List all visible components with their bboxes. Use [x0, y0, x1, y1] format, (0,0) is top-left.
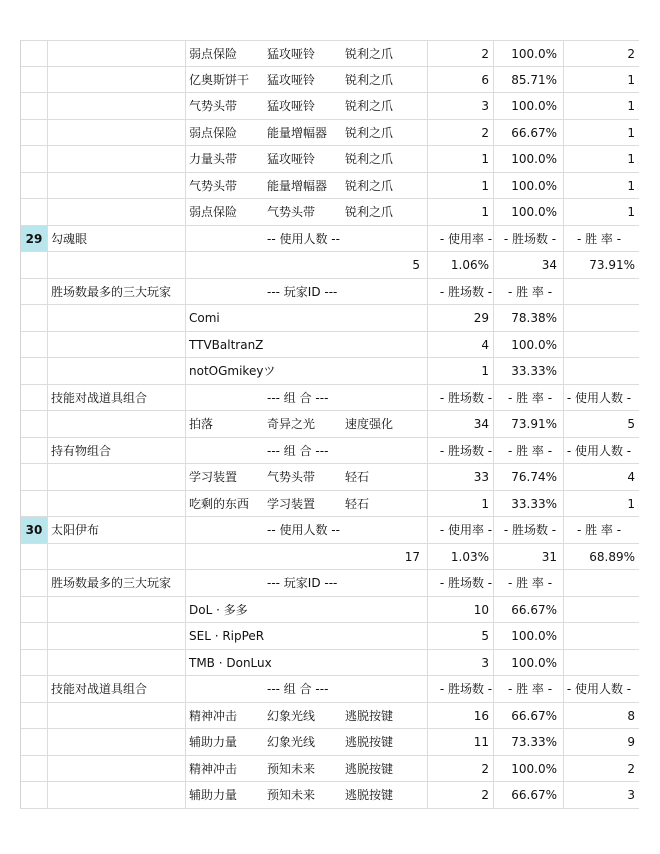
users-value: 3	[627, 788, 635, 802]
cell-divider	[47, 650, 48, 676]
cell-divider	[185, 41, 186, 66]
cell-divider	[493, 93, 494, 119]
wins-value: 1	[481, 496, 489, 511]
sheet-row-combo	[21, 93, 639, 120]
cell-divider	[563, 650, 564, 676]
combo-item-3: 逃脱按键	[345, 708, 394, 723]
usage-rate-value: 1.06%	[450, 258, 489, 272]
header-wins: - 胜场数 -	[439, 576, 493, 590]
player-id: DoL · 多多	[189, 602, 248, 617]
sheet-row-section3	[21, 570, 639, 597]
combo-item-3: 锐利之爪	[345, 47, 394, 61]
wins-value: 2	[481, 47, 489, 61]
combo-item-1: 弱点保险	[189, 47, 238, 61]
combo-item-1: 力量头带	[189, 152, 238, 166]
cell-divider	[185, 93, 186, 119]
sheet-row-combo	[21, 67, 639, 94]
sheet-row-stats	[21, 252, 639, 279]
header-wins: - 胜场数 -	[439, 443, 493, 458]
cell-divider	[47, 385, 48, 411]
section-label: 技能对战道具组合	[51, 682, 148, 696]
header-win-rate: - 胜 率 -	[507, 576, 553, 590]
sheet-row-combo	[21, 491, 639, 518]
cell-divider	[563, 703, 564, 729]
cell-divider	[47, 438, 48, 464]
users-value: 1	[627, 72, 635, 87]
combo-item-2: 预知未来	[267, 788, 316, 802]
win-rate-total: 68.89%	[589, 549, 635, 564]
sheet-row-section4	[21, 676, 639, 703]
cell-divider	[427, 305, 428, 331]
cell-divider	[185, 438, 186, 464]
combo-item-1: 气势头带	[189, 99, 238, 113]
cell-divider	[47, 729, 48, 755]
header-users: -- 使用人数 --	[267, 231, 340, 246]
cell-divider	[47, 199, 48, 225]
player-win-rate: 33.33%	[511, 364, 557, 378]
cell-divider	[427, 782, 428, 808]
combo-item-2: 猛攻哑铃	[267, 72, 316, 87]
cell-divider	[427, 597, 428, 623]
cell-divider	[493, 782, 494, 808]
combo-item-2: 能量增幅器	[267, 125, 328, 140]
sheet-row-combo	[21, 146, 639, 173]
wins-value: 1	[481, 152, 489, 166]
combo-item-2: 气势头带	[267, 205, 316, 219]
cell-divider	[47, 756, 48, 782]
combo-item-2: 气势头带	[267, 470, 316, 484]
sheet-row-section4	[21, 438, 639, 465]
sheet-row-pokemon	[21, 226, 639, 253]
cell-divider	[493, 252, 494, 278]
cell-divider	[185, 464, 186, 490]
users-value: 1	[627, 178, 635, 193]
cell-divider	[493, 120, 494, 146]
cell-divider	[427, 93, 428, 119]
cell-divider	[47, 252, 48, 278]
header-users: - 使用人数 -	[566, 682, 632, 696]
cell-divider	[185, 67, 186, 93]
cell-divider	[493, 67, 494, 93]
sheet-row-combo	[21, 782, 639, 809]
cell-divider	[47, 544, 48, 570]
sheet-row-combo	[21, 411, 639, 438]
player-id: Comi	[189, 311, 220, 325]
cell-divider	[185, 597, 186, 623]
cell-divider	[47, 67, 48, 93]
cell-divider	[427, 120, 428, 146]
cell-divider	[427, 252, 428, 278]
cell-divider	[563, 411, 564, 437]
stats-spreadsheet	[20, 40, 639, 809]
combo-item-3: 速度强化	[345, 417, 394, 431]
combo-item-3: 轻石	[345, 496, 370, 511]
header-usage-rate: - 使用率 -	[439, 523, 493, 537]
cell-divider	[563, 199, 564, 225]
cell-divider	[493, 491, 494, 517]
win-rate-value: 100.0%	[511, 205, 557, 219]
cell-divider	[427, 332, 428, 358]
player-win-rate: 66.67%	[511, 602, 557, 617]
cell-divider	[563, 464, 564, 490]
usage-rate-value: 1.03%	[450, 549, 489, 564]
header-wins: - 胜场数 -	[439, 682, 493, 696]
player-id: TTVBaltranZ	[189, 337, 264, 352]
combo-item-3: 锐利之爪	[345, 152, 394, 166]
combo-item-3: 锐利之爪	[345, 205, 394, 219]
cell-divider	[563, 146, 564, 172]
wins-value: 16	[473, 708, 489, 723]
header-win-rate: - 胜 率 -	[507, 443, 553, 458]
combo-item-2: 幻象光线	[267, 708, 316, 723]
cell-divider	[427, 67, 428, 93]
cell-divider	[185, 146, 186, 172]
combo-item-1: 辅助力量	[189, 788, 238, 802]
cell-divider	[427, 173, 428, 199]
combo-item-3: 锐利之爪	[345, 178, 394, 193]
cell-divider	[185, 332, 186, 358]
wins-value: 11	[473, 735, 489, 749]
cell-divider	[47, 517, 48, 543]
cell-divider	[493, 358, 494, 384]
cell-divider	[185, 782, 186, 808]
sheet-row-combo	[21, 40, 639, 67]
section-label: 胜场数最多的三大玩家	[51, 576, 172, 590]
cell-divider	[493, 756, 494, 782]
header-win-rate: - 胜 率 -	[576, 231, 622, 246]
combo-item-1: 精神冲击	[189, 761, 238, 776]
win-rate-value: 100.0%	[511, 99, 557, 113]
combo-item-3: 锐利之爪	[345, 125, 394, 140]
wins-value: 33	[473, 470, 489, 484]
cell-divider	[493, 544, 494, 570]
cell-divider	[185, 544, 186, 570]
header-win-rate: - 胜 率 -	[576, 523, 622, 537]
cell-divider	[185, 226, 186, 252]
cell-divider	[47, 226, 48, 252]
cell-divider	[493, 597, 494, 623]
wins-value: 34	[473, 417, 489, 431]
cell-divider	[427, 623, 428, 649]
win-rate-value: 66.67%	[511, 788, 557, 802]
sheet-row-player	[21, 650, 639, 677]
combo-item-2: 奇异之光	[267, 417, 316, 431]
win-rate-value: 73.33%	[511, 735, 557, 749]
users-value: 8	[627, 708, 635, 723]
cell-divider	[563, 756, 564, 782]
cell-divider	[427, 358, 428, 384]
cell-divider	[47, 623, 48, 649]
cell-divider	[185, 756, 186, 782]
sheet-row-combo	[21, 464, 639, 491]
cell-divider	[185, 199, 186, 225]
win-rate-value: 100.0%	[511, 178, 557, 193]
player-id: SEL · RipPeR	[189, 629, 265, 643]
cell-divider	[47, 305, 48, 331]
wins-value: 2	[481, 761, 489, 776]
users-value: 5	[627, 417, 635, 431]
combo-item-2: 幻象光线	[267, 735, 316, 749]
users-value: 1	[627, 152, 635, 166]
cell-divider	[427, 650, 428, 676]
player-win-rate: 100.0%	[511, 337, 557, 352]
cell-divider	[493, 199, 494, 225]
wins-value: 1	[481, 205, 489, 219]
player-wins: 5	[481, 629, 489, 643]
cell-divider	[427, 146, 428, 172]
cell-divider	[47, 782, 48, 808]
cell-divider	[563, 597, 564, 623]
player-id: TMB · DonLux	[189, 655, 272, 670]
win-rate-value: 33.33%	[511, 496, 557, 511]
cell-divider	[47, 41, 48, 66]
combo-item-2: 学习装置	[267, 496, 316, 511]
cell-divider	[47, 358, 48, 384]
cell-divider	[493, 703, 494, 729]
combo-item-1: 拍落	[189, 417, 214, 431]
cell-divider	[563, 729, 564, 755]
cell-divider	[47, 332, 48, 358]
cell-divider	[185, 676, 186, 702]
pokemon-rank: 29	[21, 226, 47, 252]
cell-divider	[47, 570, 48, 596]
cell-divider	[47, 597, 48, 623]
header-win-rate: - 胜 率 -	[507, 284, 553, 299]
section-label: 胜场数最多的三大玩家	[51, 284, 172, 299]
combo-item-1: 辅助力量	[189, 735, 238, 749]
cell-divider	[427, 544, 428, 570]
win-rate-value: 100.0%	[511, 47, 557, 61]
cell-divider	[185, 385, 186, 411]
combo-item-2: 猛攻哑铃	[267, 152, 316, 166]
header-wins: - 胜场数 -	[439, 284, 493, 299]
combo-item-3: 锐利之爪	[345, 99, 394, 113]
cell-divider	[563, 173, 564, 199]
users-value: 1	[627, 99, 635, 113]
player-wins: 10	[473, 602, 489, 617]
combo-item-1: 精神冲击	[189, 708, 238, 723]
cell-divider	[185, 279, 186, 305]
users-count: 5	[412, 258, 420, 272]
player-win-rate: 78.38%	[511, 311, 557, 325]
cell-divider	[47, 411, 48, 437]
combo-item-2: 预知未来	[267, 761, 316, 776]
cell-divider	[493, 173, 494, 199]
cell-divider	[563, 120, 564, 146]
combo-item-2: 猛攻哑铃	[267, 47, 316, 61]
sheet-row-combo	[21, 756, 639, 783]
users-count: 17	[404, 549, 420, 564]
win-rate-value: 66.67%	[511, 708, 557, 723]
cell-divider	[563, 67, 564, 93]
cell-divider	[563, 491, 564, 517]
cell-divider	[185, 411, 186, 437]
cell-divider	[493, 411, 494, 437]
cell-divider	[47, 93, 48, 119]
combo-item-1: 吃剩的东西	[189, 496, 250, 511]
win-rate-value: 76.74%	[511, 470, 557, 484]
header-users: - 使用人数 -	[566, 443, 632, 458]
sheet-row-combo	[21, 120, 639, 147]
cell-divider	[563, 782, 564, 808]
cell-divider	[563, 41, 564, 66]
cell-divider	[427, 41, 428, 66]
cell-divider	[493, 332, 494, 358]
player-win-rate: 100.0%	[511, 655, 557, 670]
sheet-row-combo	[21, 729, 639, 756]
pokemon-name: 勾魂眼	[51, 231, 88, 246]
header-win-rate: - 胜 率 -	[507, 390, 553, 405]
cell-divider	[185, 491, 186, 517]
player-wins: 4	[481, 337, 489, 352]
sheet-row-stats	[21, 544, 639, 571]
cell-divider	[563, 358, 564, 384]
combo-item-2: 猛攻哑铃	[267, 99, 316, 113]
header-combo: --- 组 合 ---	[267, 682, 329, 696]
cell-divider	[493, 464, 494, 490]
cell-divider	[427, 703, 428, 729]
cell-divider	[563, 544, 564, 570]
users-value: 1	[627, 125, 635, 140]
win-rate-total: 73.91%	[589, 258, 635, 272]
sheet-row-combo	[21, 703, 639, 730]
cell-divider	[47, 676, 48, 702]
sheet-row-player	[21, 358, 639, 385]
sheet-row-player	[21, 305, 639, 332]
cell-divider	[185, 650, 186, 676]
sheet-row-section4	[21, 385, 639, 412]
header-wins: - 胜场数 -	[439, 390, 493, 405]
header-usage-rate: - 使用率 -	[439, 231, 493, 246]
header-player-id: --- 玩家ID ---	[267, 284, 338, 299]
cell-divider	[47, 120, 48, 146]
users-value: 4	[627, 470, 635, 484]
sheet-row-player	[21, 623, 639, 650]
combo-item-3: 逃脱按键	[345, 735, 394, 749]
cell-divider	[47, 491, 48, 517]
cell-divider	[185, 729, 186, 755]
combo-item-1: 亿奥斯饼干	[189, 72, 250, 87]
player-win-rate: 100.0%	[511, 629, 557, 643]
player-id: notOGmikeyツ	[189, 364, 276, 378]
cell-divider	[427, 411, 428, 437]
users-value: 2	[627, 47, 635, 61]
win-rate-value: 100.0%	[511, 761, 557, 776]
cell-divider	[493, 305, 494, 331]
cell-divider	[47, 146, 48, 172]
cell-divider	[47, 279, 48, 305]
pokemon-name: 太阳伊布	[51, 523, 100, 537]
sheet-row-pokemon	[21, 517, 639, 544]
win-rate-value: 85.71%	[511, 72, 557, 87]
header-wins: - 胜场数 -	[503, 523, 557, 537]
cell-divider	[185, 305, 186, 331]
wins-total: 31	[541, 549, 557, 564]
cell-divider	[563, 305, 564, 331]
combo-item-1: 气势头带	[189, 178, 238, 193]
cell-divider	[185, 703, 186, 729]
sheet-row-combo	[21, 173, 639, 200]
cell-divider	[563, 623, 564, 649]
combo-item-2: 能量增幅器	[267, 178, 328, 193]
cell-divider	[185, 173, 186, 199]
header-combo: --- 组 合 ---	[267, 390, 329, 405]
users-value: 2	[627, 761, 635, 776]
cell-divider	[185, 570, 186, 596]
cell-divider	[427, 464, 428, 490]
cell-divider	[47, 703, 48, 729]
cell-divider	[493, 650, 494, 676]
users-value: 9	[627, 735, 635, 749]
combo-item-3: 逃脱按键	[345, 788, 394, 802]
combo-item-3: 逃脱按键	[345, 761, 394, 776]
section-label: 技能对战道具组合	[51, 390, 148, 405]
cell-divider	[493, 729, 494, 755]
header-users: - 使用人数 -	[566, 390, 632, 405]
cell-divider	[185, 252, 186, 278]
cell-divider	[47, 173, 48, 199]
header-combo: --- 组 合 ---	[267, 443, 329, 458]
cell-divider	[563, 252, 564, 278]
cell-divider	[47, 464, 48, 490]
cell-divider	[185, 358, 186, 384]
wins-value: 6	[481, 72, 489, 87]
pokemon-rank: 30	[21, 517, 47, 543]
sheet-row-section3	[21, 279, 639, 306]
player-wins: 29	[473, 311, 489, 325]
header-wins: - 胜场数 -	[503, 231, 557, 246]
cell-divider	[185, 120, 186, 146]
cell-divider	[563, 332, 564, 358]
wins-total: 34	[541, 258, 557, 272]
win-rate-value: 73.91%	[511, 417, 557, 431]
cell-divider	[563, 93, 564, 119]
header-users: -- 使用人数 --	[267, 523, 340, 537]
player-wins: 1	[481, 364, 489, 378]
cell-divider	[493, 623, 494, 649]
sheet-row-player	[21, 597, 639, 624]
cell-divider	[493, 146, 494, 172]
cell-divider	[185, 623, 186, 649]
cell-divider	[185, 517, 186, 543]
cell-divider	[427, 756, 428, 782]
sheet-row-combo	[21, 199, 639, 226]
wins-value: 2	[481, 788, 489, 802]
combo-item-1: 学习装置	[189, 470, 238, 484]
combo-item-3: 锐利之爪	[345, 72, 394, 87]
users-value: 1	[627, 205, 635, 219]
sheet-row-player	[21, 332, 639, 359]
player-wins: 3	[481, 655, 489, 670]
combo-item-3: 轻石	[345, 470, 370, 484]
win-rate-value: 66.67%	[511, 125, 557, 140]
combo-item-1: 弱点保险	[189, 205, 238, 219]
header-win-rate: - 胜 率 -	[507, 682, 553, 696]
cell-divider	[427, 729, 428, 755]
users-value: 1	[627, 496, 635, 511]
cell-divider	[427, 199, 428, 225]
wins-value: 3	[481, 99, 489, 113]
section-label: 持有物组合	[51, 443, 112, 458]
win-rate-value: 100.0%	[511, 152, 557, 166]
cell-divider	[493, 41, 494, 66]
combo-item-1: 弱点保险	[189, 125, 238, 140]
wins-value: 1	[481, 178, 489, 193]
wins-value: 2	[481, 125, 489, 140]
header-player-id: --- 玩家ID ---	[267, 576, 338, 590]
cell-divider	[427, 491, 428, 517]
